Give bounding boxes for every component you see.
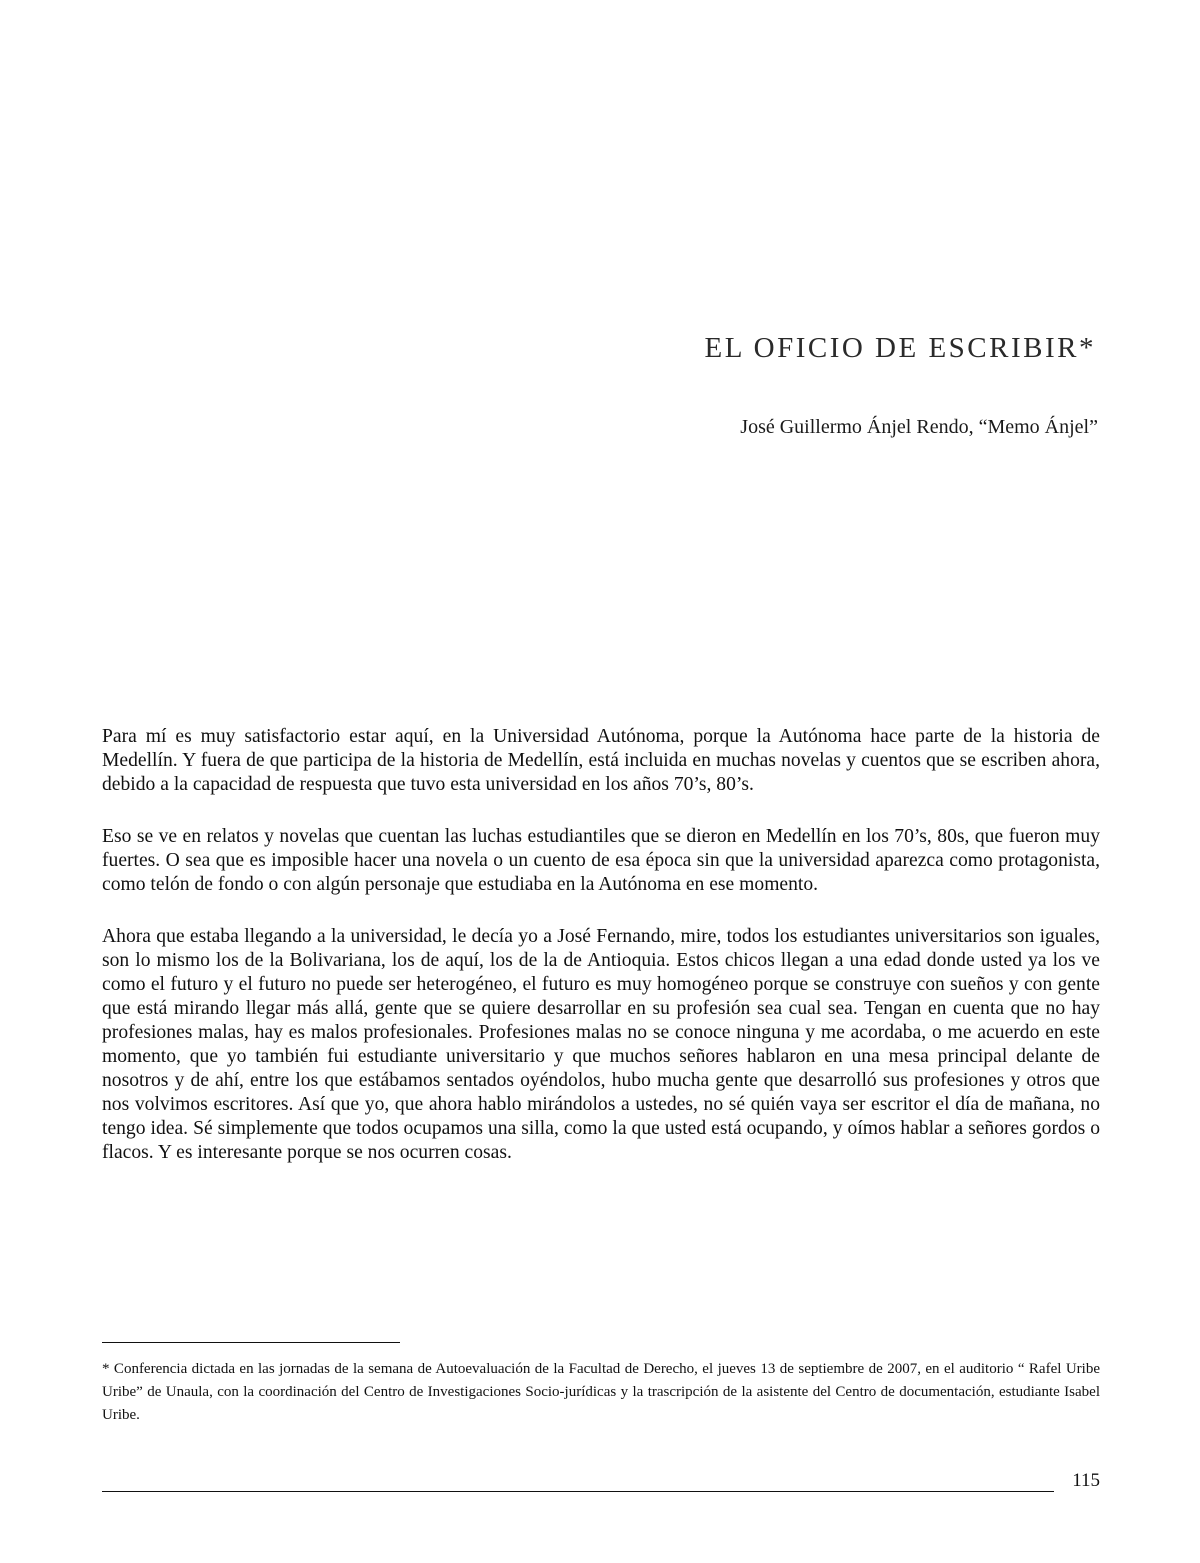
article-body <box>102 725 1100 1193</box>
footnote-divider <box>102 1342 400 1343</box>
article-author: José Guillermo Ánjel Rendo, “Memo Ánjel” <box>740 416 1098 438</box>
body-paragraph: Ahora que estaba llegando a la universidad, le decía yo a José Fernando, mire, todos los estudiantes universitarios son iguales, son lo mismo los de la Bolivariana, los de aquí, los de la de Antioquia. Estos chicos llegan a una edad donde usted ya los ve como el futuro y el futuro no puede ser heterogéneo, el futuro es muy homogéneo porque se construye con sueños y con gente que está mirando llegar más allá, gente que se quiere desarrollar en su profesión sea cual sea. Tengan en cuenta que no hay profesiones malas, hay es malos profesionales. Profesiones malas no se conoce ninguna y me acordaba, o me acuerdo en este momento, que yo también fui estudiante universitario y que muchos señores hablaron en una mesa principal delante de nosotros y de ahí, entre los que estábamos sentados oyéndolos, hubo mucha gente que desarrolló sus profesiones y otros que nos volvimos escritores. Así que yo, que ahora hablo mirándolos a ustedes, no sé quién vaya ser escritor el día de mañana, no tengo idea. Sé simplemente que todos ocupamos una silla, como la que usted está ocupando, y oímos hablar a señores gordos o flacos. Y es interesante porque se nos ocurren cosas. <box>102 926 1100 1163</box>
footnote: * Conferencia dictada en las jornadas de la semana de Autoevaluación de la Facultad de Derecho, el jueves 13 de septiembre de 2007, en el auditorio “ Rafel Uribe Uribe” de Unaula, con la coordinación del Centro de Investigaciones Socio-jurídicas y la trascripción de la asistente del Centro de documentación, estudiante Isabel Uribe. <box>102 1361 1100 1423</box>
page-number: 115 <box>1072 1470 1100 1491</box>
body-paragraph: Para mí es muy satisfactorio estar aquí, en la Universidad Autónoma, porque la Autónoma hace parte de la historia de Medellín. Y fuera de que participa de la historia de Medellín, está incluida en muchas novelas y cuentos que se escriben ahora, debido a la capacidad de respuesta que tuvo esta universidad en los años 70’s, 80’s. <box>102 726 1100 795</box>
article-title: EL OFICIO DE ESCRIBIR* <box>704 332 1096 364</box>
body-paragraph: Eso se ve en relatos y novelas que cuentan las luchas estudiantiles que se dieron en Medellín en los 70’s, 80s, que fueron muy fuertes. O sea que es imposible hacer una novela o un cuento de esa época sin que la universidad aparezca como protagonista, como telón de fondo o con algún personaje que estudiaba en la Autónoma en ese momento. <box>102 826 1100 895</box>
footer-divider <box>102 1491 1054 1492</box>
